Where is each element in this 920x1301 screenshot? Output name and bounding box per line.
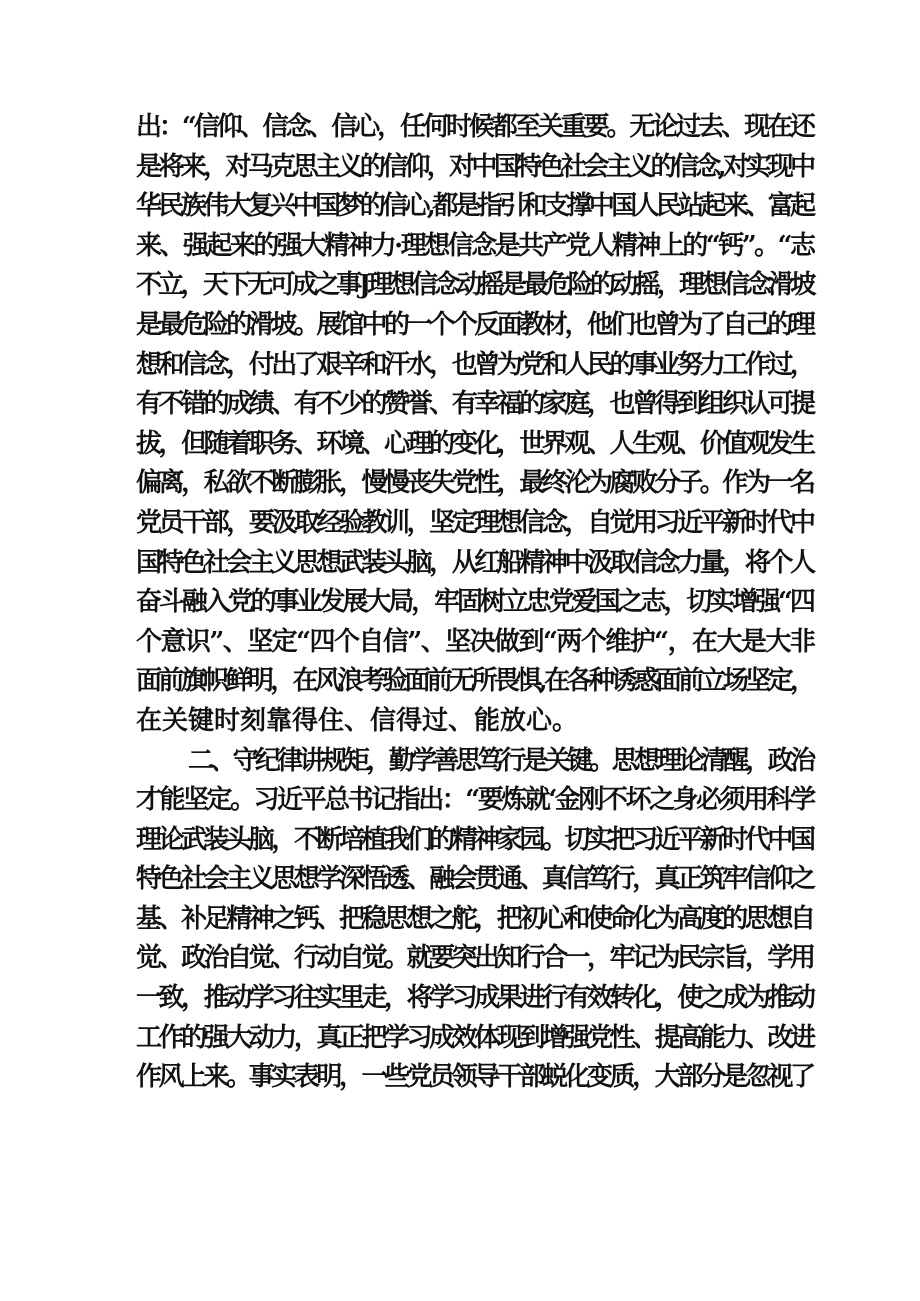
text-line: 奋斗融入党的事业发展大局，牢固树立忠党爱国之志，切实增强“四	[136, 587, 813, 618]
text-line: 是最危险的滑坡。展馆中的一个个反面教材，他们也曾为了自己的理	[136, 309, 813, 340]
text-line: 出：“信仰、信念、信心，任何时候都至关重要。无论过去、现在还	[136, 112, 813, 142]
text-line: 面前旗帜鲜明，在风浪考验面前无所畏惧,在各种诱惑面前立场坚定，	[136, 666, 813, 697]
text-line: 特色社会主义思想学深悟透、融会贯通、真信笃行，真正筑牢信仰之	[136, 864, 813, 895]
text-line: 拔，但随着职务、环境、心理的变化，世界观、人生观、价值观发生	[136, 428, 813, 459]
text-line: 基、补足精神之钙、把稳思想之舵，把初心和使命化为高度的思想自	[136, 903, 813, 934]
text-line: 个意识”、坚定“四个自信”、坚决做到“两个维护“，在大是大非	[136, 626, 815, 657]
text-line: 理论武装头脑，不断培植我们的精神家园。切实把习近平新时代中国	[136, 824, 813, 855]
text-line: 觉、政治自觉、行动自觉。就要突出知行合一，牢记为民宗旨，学用	[136, 943, 813, 974]
text-line: 有不错的成绩、有不少的赞誉、有幸福的家庭，也曾得到组织认可提	[136, 389, 813, 420]
text-line: 是将来，对马克思主义的信仰，对中国特色社会主义的信念,对实现中	[136, 151, 813, 182]
text-line: 国特色社会主义思想武装头脑，从红船精神中汲取信念力量，将个人	[136, 547, 813, 578]
text-line: 偏离，私欲不断膨胀，慢慢丧失党性，最终沦为腐败分子。作为一名	[136, 468, 813, 499]
text-line: 工作的强大动力，真正把学习成效体现到增强党性、提高能力、改进	[136, 1022, 813, 1053]
text-line: 不立，天下无可成之事J理想信念动摇是最危险的动摇，理想信念滑坡	[136, 270, 813, 301]
text-line: 一致，推动学习往实里走，将学习成果进行有效转化，使之成为推动	[136, 983, 813, 1014]
text-line: 作风上来。事实表明，一些党员领导干部蜕化变质，大部分是忽视了	[136, 1062, 813, 1093]
text-line: 想和信念，付出了艰辛和汗水，也曾为党和人民的事业努力工作过，	[136, 349, 813, 380]
text-line: 党员干部，要汲取经验教训，坚定理想信念，自觉用习近平新时代中	[136, 507, 813, 538]
body-text	[136, 108, 816, 1098]
text-line: 来、强起来的强大精神力·理想信念是共产党人精神上的“钙”。“志	[136, 230, 814, 261]
paragraph-start-line: 二、守纪律讲规矩，勤学善思笃行是关键。思想理论清醒，政治	[188, 745, 813, 776]
text-line: 才能坚定。习近平总书记指出：“要炼就‘金刚不坏之身必须用科学	[136, 785, 814, 816]
text-line: 在关键时刻靠得住、信得过、能放心。	[136, 705, 579, 736]
text-line: 华民族伟大复兴中国梦的信心,都是指引和支撑中国人民站起来、富起	[136, 191, 813, 222]
